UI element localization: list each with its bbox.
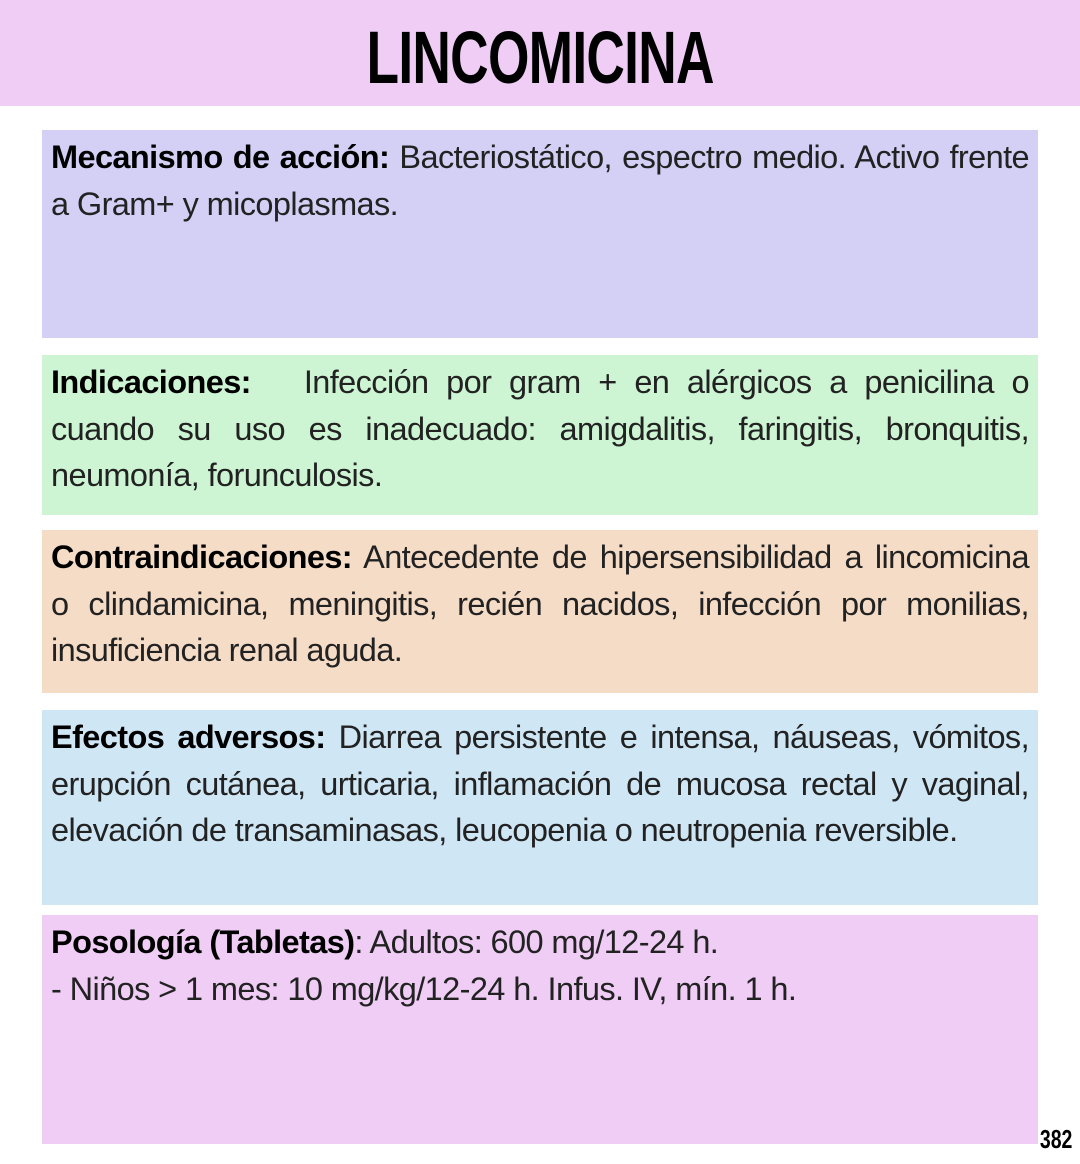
page-number: 382	[1039, 1124, 1072, 1154]
section-label: Mecanismo de acción:	[51, 139, 390, 175]
section-adverse-effects	[42, 710, 1038, 905]
section-label: Efectos adversos:	[51, 719, 326, 755]
section-label: Contraindicaciones:	[51, 539, 353, 575]
dosage-line-children: - Niños > 1 mes: 10 mg/kg/12-24 h. Infus. IV, mín. 1 h.	[51, 970, 797, 1007]
section-mechanism	[42, 130, 1038, 338]
section-text: Diarrea persistente e intensa, náuseas, vómitos, erupción cutánea, urticaria, inflamación de mucosa rectal y vaginal, elevación de transaminasas, leucopenia o neutropenia reversible.	[51, 719, 1029, 848]
section-text: Infección por gram + en alérgicos a penicilina o cuando su uso es inadecuado: amigdalitis, faringitis, bronquitis, neumonía, forunculosis.	[51, 364, 1038, 493]
dosage-line-adults	[51, 919, 1029, 966]
section-text: Antecedente de hipersensibilidad a lincomicina o clindamicina, meningitis, recién nacidos, infección por monilias, insuficiencia renal aguda.	[51, 539, 1029, 668]
title-banner	[0, 0, 1080, 106]
section-label: Indicaciones:	[51, 364, 251, 400]
section-label: Posología (Tabletas)	[51, 924, 355, 960]
section-contraindications	[42, 530, 1038, 693]
section-indications	[42, 355, 1038, 515]
section-dosage	[42, 915, 1038, 1144]
page-title: LINCOMICINA	[366, 15, 714, 99]
section-text: Bacteriostático, espectro medio. Activo frente a Gram+ y micoplasmas.	[51, 139, 1029, 222]
section-text: : Adultos: 600 mg/12-24 h.	[354, 924, 719, 960]
